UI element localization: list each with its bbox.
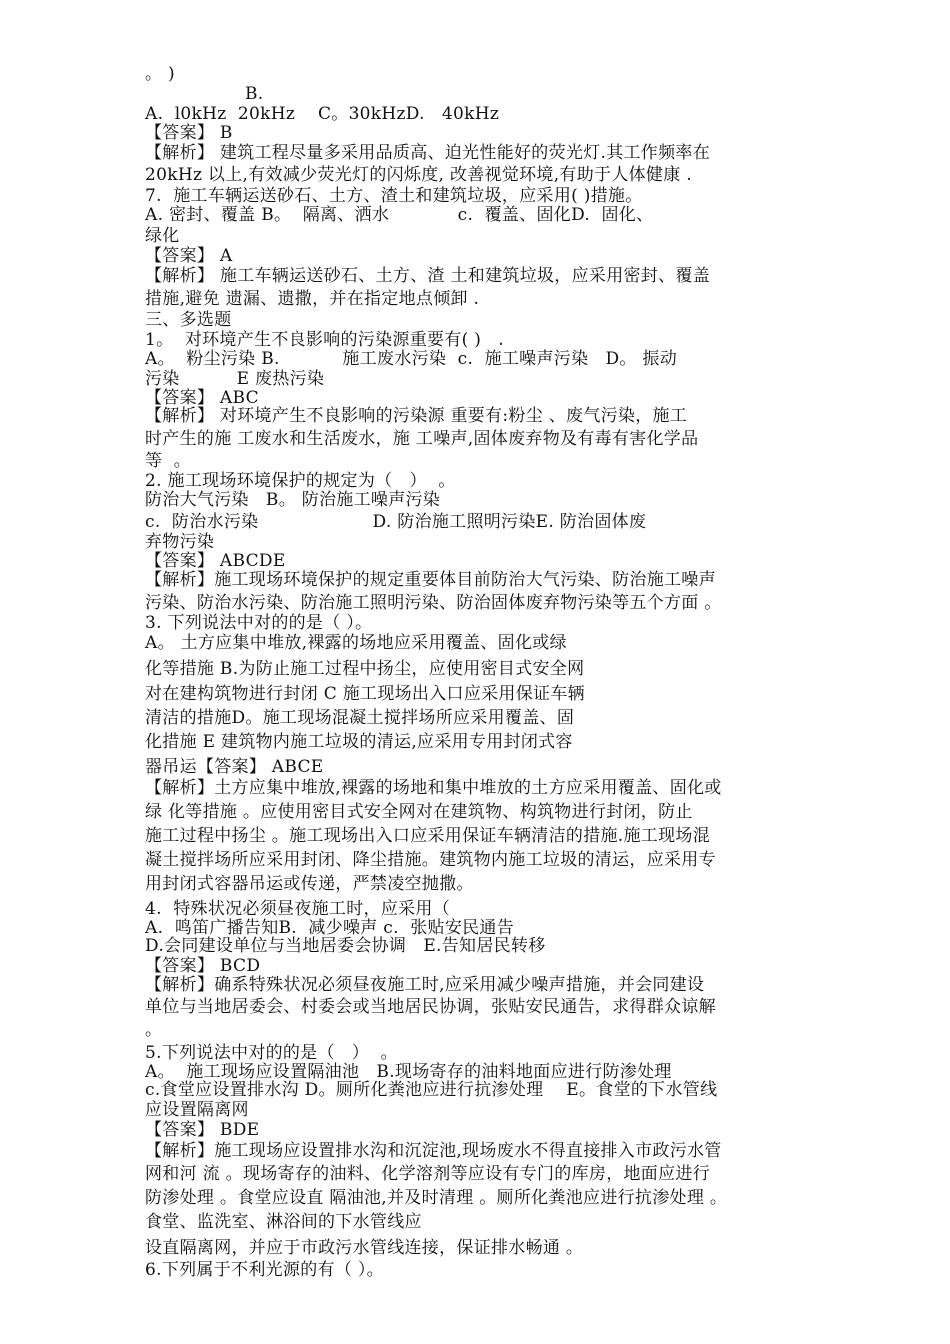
text-line: A。 粉尘污染 B. 施工废水污染 c. 施工噪声污染 D。 振动 <box>145 349 678 369</box>
text-line: 6.下列属于不利光源的有（ ）。 <box>145 1260 384 1280</box>
text-line: 化等措施 B.为防止施工过程中扬尘，应使用密目式安全网 <box>145 659 585 679</box>
text-line: A。 土方应集中堆放,裸露的场地应采用覆盖、固化或绿 <box>145 633 567 653</box>
text-line: 【解析】土方应集中堆放,裸露的场地和集中堆放的土方应采用覆盖、固化或 <box>145 778 722 798</box>
text-line: 防渗处理 。食堂应设直 隔油池,并及时清理 。厕所化粪池应进行抗渗处理 。 <box>145 1188 728 1208</box>
text-line: 对在建构筑物进行封闭 C 施工现场出入口应采用保证车辆 <box>145 684 585 704</box>
text-line: 清洁的措施D。施工现场混凝土搅拌场所应采用覆盖、固 <box>145 708 575 728</box>
text-line: 。 <box>145 1020 163 1040</box>
text-line: 应设置隔离网 <box>145 1100 249 1120</box>
text-line: 4. 特殊状况必须昼夜施工时，应采用（ <box>145 899 451 919</box>
text-line: 施工过程中扬尘 。施工现场出入口应采用保证车辆清洁的措施.施工现场混 <box>145 826 711 846</box>
text-line: 7. 施工车辆运送砂石、土方、渣土和建筑垃圾，应采用( )措施。 <box>145 186 643 206</box>
text-line: 【答案】 ABC <box>145 388 259 408</box>
text-line: 器吊运【答案】 ABCE <box>145 757 324 777</box>
text-line: 【解析】 建筑工程尽量多采用品质高、迫光性能好的荧光灯.其工作频率在 <box>145 143 711 163</box>
text-line: 。 ) <box>145 64 175 84</box>
text-line: 【解析】施工现场应设置排水沟和沉淀池,现场废水不得直接排入市政污水管 <box>145 1141 722 1161</box>
text-line: 【答案】 ABCDE <box>145 551 286 571</box>
text-line: 措施,避免 遗漏、遗撒，并在指定地点倾卸 . <box>145 289 480 309</box>
text-line: 单位与当地居委会、村委会或当地居民协调，张贴安民通告，求得群众谅解 <box>145 997 716 1017</box>
text-line: 绿化 <box>145 226 180 246</box>
text-line: A。 施工现场应设置隔油池 B.现场寄存的油料地面应进行防渗处理 <box>145 1062 672 1082</box>
text-line: 绿 化等措施 。应使用密目式安全网对在建筑物、构筑物进行封闭，防止 <box>145 802 693 822</box>
text-line: 【解析】确系特殊状况必须昼夜施工时,应采用减少噪声措施，并会同建设 <box>145 975 705 995</box>
text-line: 【解析】施工现场环境保护的规定重要体目前防治大气污染、防治施工噪声 <box>145 570 716 590</box>
text-line: D.会同建设单位与当地居委会协调 E.告知居民转移 <box>145 936 546 956</box>
text-line: c. 防治水污染 D. 防治施工照明污染E. 防治固体废 <box>145 512 647 532</box>
text-line: 等 。 <box>145 451 192 471</box>
text-line: 1。 对环境产生不良影响的污染源重要有( ) . <box>145 330 505 350</box>
text-line: 【答案】 BCD <box>145 956 261 976</box>
text-line: 凝土搅拌场所应采用封闭、降尘措施。建筑物内施工垃圾的清运，应采用专 <box>145 850 716 870</box>
text-line: 时产生的施 工废水和生活废水，施 工噪声,固体废弃物及有毒有害化学品 <box>145 429 699 449</box>
text-line: 食堂、监洗室、淋浴间的下水管线应 <box>145 1212 422 1232</box>
text-line: 【答案】 BDE <box>145 1120 260 1140</box>
text-line: A. l0kHz 20kHz C。30kHzD. 40kHz <box>145 104 500 124</box>
text-line: 2. 施工现场环境保护的规定为（ ） 。 <box>145 471 456 491</box>
text-line: 【答案】 B <box>145 123 233 143</box>
text-line: 化措施 E 建筑物内施工垃圾的清运,应采用专用封闭式容 <box>145 732 573 752</box>
text-line: 设直隔离网，并应于市政污水管线连接，保证排水畅通 。 <box>145 1238 584 1258</box>
text-line: 污染 E 废热污染 <box>145 369 325 389</box>
text-line: 5.下列说法中对的的是（ ） 。 <box>145 1043 398 1063</box>
text-line: A. 密封、覆盖 B。 隔离、洒水 c. 覆盖、固化D. 固化、 <box>145 205 654 225</box>
text-line: 【答案】 A <box>145 246 233 266</box>
text-line: 三、多选题 <box>145 310 232 330</box>
text-line: 网和河 流 。现场寄存的油料、化学溶剂等应设有专门的库房，地面应进行 <box>145 1164 711 1184</box>
text-line: 污染、防治水污染、防治施工照明污染、防治固体废弃物污染等五个方面 。 <box>145 593 722 613</box>
text-line: 【解析】 施工车辆运送砂石、土方、渣 土和建筑垃圾，应采用密封、覆盖 <box>145 266 711 286</box>
text-line: c.食堂应设置排水沟 D。厕所化粪池应进行抗渗处理 E。食堂的下水管线 <box>145 1080 718 1100</box>
text-line: 【解析】 对环境产生不良影响的污染源 重要有:粉尘 、废气污染，施工 <box>145 406 688 426</box>
text-line: 弃物污染 <box>145 532 215 552</box>
text-line: B. <box>245 84 264 104</box>
text-line: 20kHz 以上,有效减少荧光灯的闪烁度, 改善视觉环境,有助于人体健康 . <box>145 165 692 185</box>
text-line: 3. 下列说法中对的的是（ ）。 <box>145 613 373 633</box>
text-line: 用封闭式容器吊运或传递，严禁凌空抛撒。 <box>145 874 474 894</box>
text-line: 防治大气污染 B。 防治施工噪声污染 <box>145 490 441 510</box>
text-line: A. 鸣笛广播告知B. 减少噪声 c. 张贴安民通告 <box>145 918 515 938</box>
